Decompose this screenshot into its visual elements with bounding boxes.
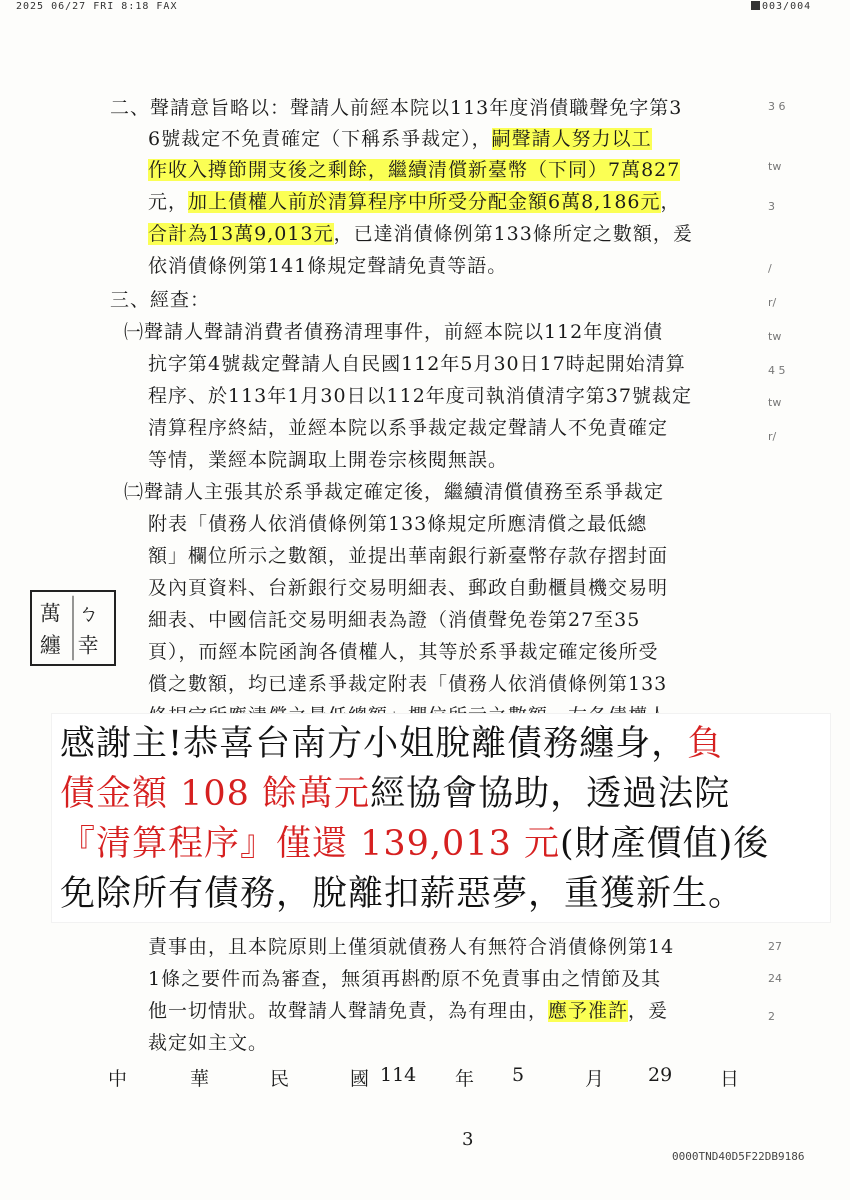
document-line	[148, 352, 686, 376]
highlighted-text: 嗣聲請人努力以工	[491, 128, 652, 150]
overlay-red-text: 『清算程序』僅還 139,013 元	[60, 824, 560, 864]
document-line	[148, 512, 647, 536]
date-part: 日	[720, 1068, 740, 1090]
margin-mark: r/	[768, 430, 777, 443]
document-code: 0000TND40D5F22DB9186	[672, 1150, 805, 1163]
overlay-text: (財產價值)後	[560, 824, 770, 864]
document-line	[148, 935, 674, 959]
document-line	[148, 967, 661, 991]
highlighted-text: 作收入撙節開支後之剩餘，繼續清償新臺幣（下同）7萬827	[148, 159, 681, 181]
document-line	[148, 672, 667, 696]
date-part: 114	[380, 1064, 417, 1086]
document-line	[148, 158, 680, 182]
line-text: 細表、中國信託交易明細表為證（消債聲免卷第27至35	[148, 609, 641, 631]
date-part: 華	[190, 1068, 210, 1090]
overlay-text: 免除所有債務，脫離扣薪惡夢，重獲新生。	[60, 874, 745, 914]
svg-text:萬: 萬	[39, 601, 61, 626]
document-line	[148, 1031, 268, 1055]
line-text: 程序、於113年1月30日以112年度司執消債清字第37號裁定	[148, 385, 692, 407]
overlay-red-text: 負	[687, 724, 724, 764]
document-line	[148, 608, 640, 632]
svg-text:ㄅ: ㄅ	[77, 601, 99, 626]
document-line	[148, 127, 652, 151]
document-line	[148, 640, 659, 664]
court-seal	[30, 590, 116, 666]
margin-mark: 3	[768, 200, 775, 213]
svg-text:幸: 幸	[77, 633, 99, 658]
margin-mark: 4 5	[768, 364, 786, 377]
overlay-text: 感謝主!恭喜台南方小姐脫離債務纏身，	[60, 724, 688, 764]
margin-mark: 24	[768, 972, 782, 985]
seal-icon	[32, 592, 114, 664]
document-line	[148, 222, 693, 246]
overlay-line	[60, 770, 730, 818]
overlay-line	[60, 820, 769, 868]
line-text: 償之數額，均已達系爭裁定附表「債務人依消債條例第133	[148, 673, 668, 695]
line-text: 元，	[148, 191, 189, 213]
line-text: 附表「債務人依消債條例第133條規定所應清償之最低總	[148, 513, 648, 535]
document-line	[124, 320, 663, 344]
line-text: 他一切情狀。故聲請人聲請免責，為有理由，	[148, 1000, 549, 1022]
line-text: 責事由，且本院原則上僅須就債務人有無符合消債條例第14	[148, 936, 675, 958]
margin-mark: 2	[768, 1010, 775, 1023]
document-line	[148, 190, 681, 214]
document-line	[110, 288, 210, 312]
congratulation-overlay	[52, 714, 830, 922]
margin-mark: tw	[768, 396, 782, 409]
document-line	[148, 999, 668, 1023]
page-number: 3	[462, 1129, 474, 1150]
overlay-text: 經協會協助，透過法院	[370, 774, 731, 814]
margin-mark: r/	[768, 296, 777, 309]
line-text: 裁定如主文。	[148, 1032, 269, 1054]
line-text: ，	[660, 191, 681, 213]
date-part: 中	[108, 1068, 128, 1090]
margin-mark: 3 6	[768, 100, 786, 113]
document-line	[124, 480, 664, 504]
document-line	[148, 416, 668, 440]
highlighted-text: 應予准許	[548, 1000, 629, 1022]
document-line	[148, 544, 668, 568]
date-part: 年	[455, 1068, 475, 1090]
overlay-line	[60, 720, 723, 768]
line-text: ㈡聲請人主張其於系爭裁定確定後，繼續清償債務至系爭裁定	[124, 481, 665, 503]
line-text: 依消債條例第141條規定聲請免責等語。	[148, 255, 508, 277]
document-line	[148, 254, 507, 278]
overlay-line	[60, 870, 744, 918]
margin-mark: /	[768, 262, 772, 275]
date-part: 月	[585, 1068, 605, 1090]
date-part: 國	[350, 1068, 370, 1090]
line-text: 6號裁定不免責確定（下稱系爭裁定），	[148, 128, 492, 150]
line-text: 及內頁資料、台新銀行交易明細表、郵政自動櫃員機交易明	[148, 577, 669, 599]
margin-mark: 27	[768, 940, 782, 953]
fax-page-count: 003/004	[762, 1, 812, 12]
line-text: 二、聲請意旨略以：聲請人前經本院以113年度消債職聲免字第3	[110, 97, 683, 119]
line-text: ，已達消債條例第133條所定之數額，爰	[333, 223, 693, 245]
date-part: 民	[270, 1068, 290, 1090]
line-text: ㈠聲請人聲請消費者債務清理事件，前經本院以112年度消債	[124, 321, 664, 343]
margin-mark: tw	[768, 160, 782, 173]
line-text: ，爰	[628, 1000, 669, 1022]
highlighted-text: 加上債權人前於清算程序中所受分配金額6萬8,186元	[188, 191, 661, 213]
line-text: 額」欄位所示之數額，並提出華南銀行新臺幣存款存摺封面	[148, 545, 669, 567]
highlighted-text: 合計為13萬9,013元	[148, 223, 334, 245]
line-text: 抗字第4號裁定聲請人自民國112年5月30日17時起開始清算	[148, 353, 686, 375]
line-text: 清算程序終結，並經本院以系爭裁定裁定聲請人不免責確定	[148, 417, 669, 439]
document-line	[148, 576, 668, 600]
svg-text:纏: 纏	[39, 633, 61, 658]
document-line	[110, 96, 682, 120]
fax-header-left: 2025 06/27 FRI 8:18 FAX	[16, 1, 178, 12]
line-text: 等情，業經本院調取上開卷宗核閱無誤。	[148, 449, 509, 471]
document-line	[148, 448, 508, 472]
line-text: 1條之要件而為審查，無須再斟酌原不免責事由之情節及其	[148, 968, 662, 990]
date-part: 5	[512, 1064, 525, 1086]
line-text: 三、經查：	[110, 289, 211, 311]
date-part: 29	[648, 1064, 673, 1086]
overlay-red-text: 債金額 108 餘萬元	[60, 774, 371, 814]
document-line	[148, 384, 692, 408]
margin-mark: tw	[768, 330, 782, 343]
line-text: 頁），而經本院函詢各債權人，其等於系爭裁定確定後所受	[148, 641, 659, 663]
